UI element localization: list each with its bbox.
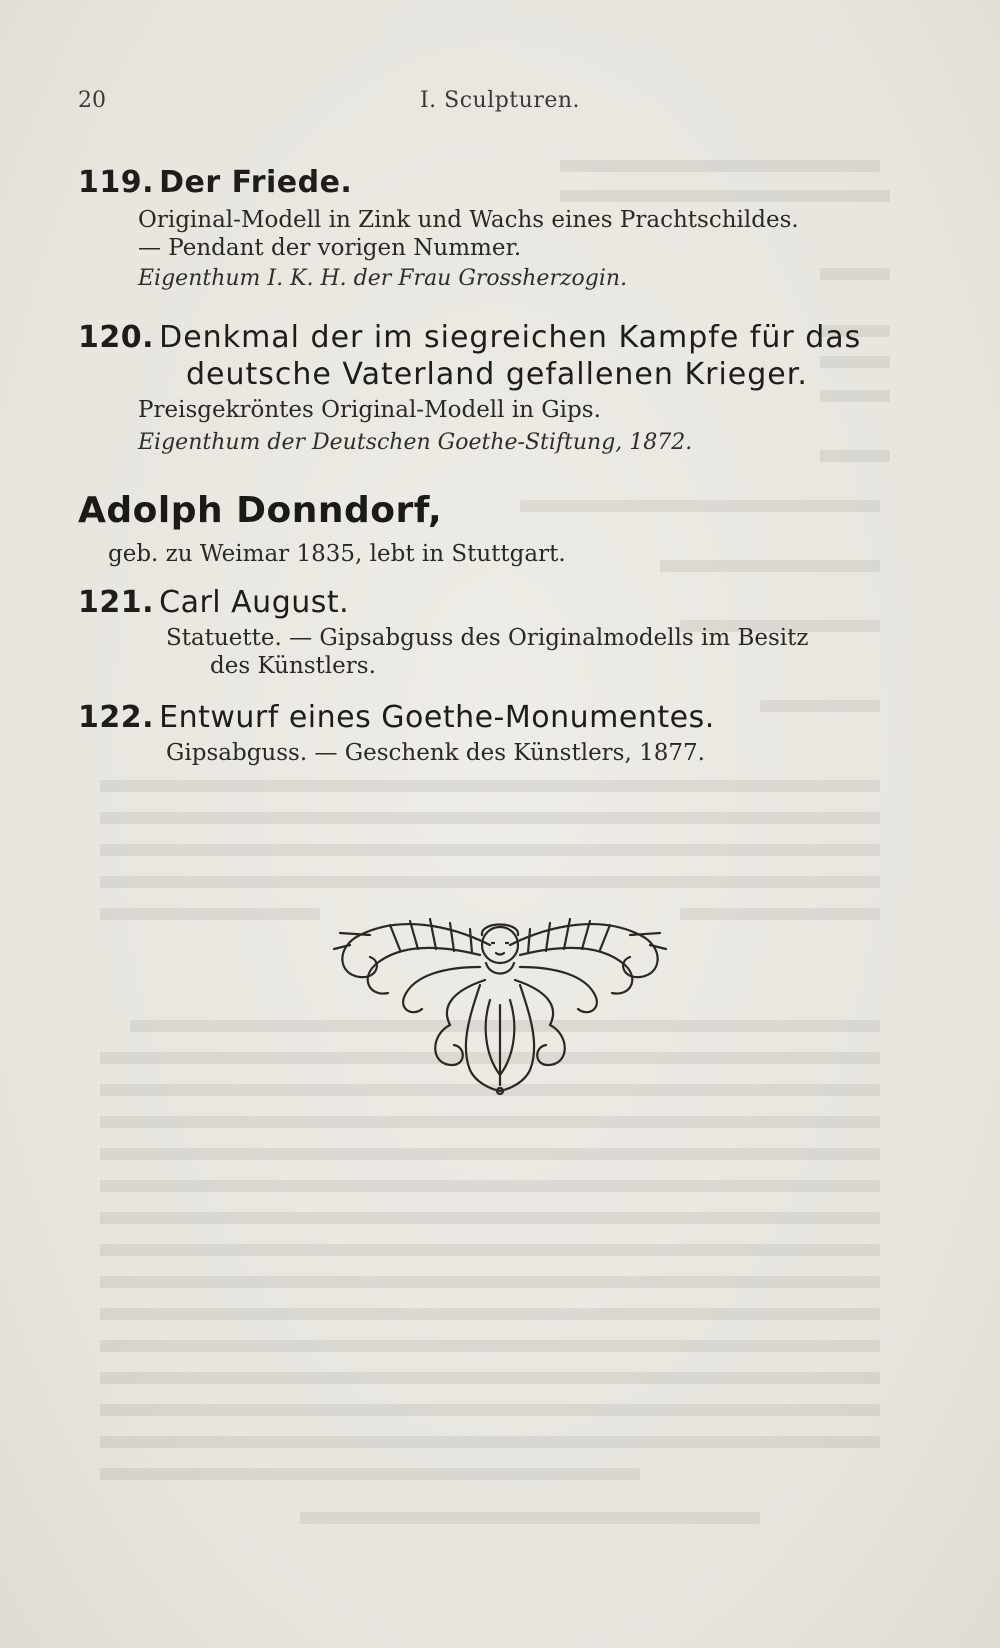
entry-owner: Eigenthum I. K. H. der Frau Grossherzogin.	[138, 266, 628, 291]
entry-description-line: Statuette. — Gipsabguss des Originalmodells im Besitz	[166, 625, 809, 651]
winged-head-vignette-icon	[330, 905, 670, 1095]
entry-title: Der Friede.	[159, 165, 353, 200]
page-header	[78, 88, 922, 124]
entry-description-line: Original-Modell in Zink und Wachs eines Prachtschildes.	[138, 207, 799, 233]
entry-description-line: Gipsabguss. — Geschenk des Künstlers, 1877.	[166, 740, 705, 766]
running-title: I. Sculpturen.	[419, 88, 581, 113]
entry-description-line: des Künstlers.	[210, 653, 376, 679]
entry-title-line: deutsche Vaterland gefallenen Krieger.	[186, 357, 808, 392]
catalog-entry-120	[78, 320, 920, 455]
entry-number: 122.	[78, 700, 155, 735]
entry-description-line: — Pendant der vorigen Nummer.	[138, 235, 522, 261]
catalog-entry-119	[78, 165, 920, 291]
entry-number: 121.	[78, 585, 155, 620]
entry-owner: Eigenthum der Deutschen Goethe-Stiftung, 1872.	[138, 430, 693, 455]
entry-title: Entwurf eines Goethe-Monumentes.	[159, 700, 715, 735]
entry-title-line: Denkmal der im siegreichen Kampfe für das	[159, 320, 862, 355]
page-number: 20	[78, 88, 106, 113]
entry-number: 119.	[78, 165, 155, 200]
catalog-entry-121	[78, 585, 920, 680]
artist-name: Adolph Donndorf,	[78, 490, 443, 531]
artist-biography: geb. zu Weimar 1835, lebt in Stuttgart.	[108, 541, 566, 567]
catalog-entry-122	[78, 700, 920, 767]
entry-description-line: Preisgekröntes Original-Modell in Gips.	[138, 397, 601, 423]
entry-title: Carl August.	[159, 585, 350, 620]
entry-number: 120.	[78, 320, 155, 355]
